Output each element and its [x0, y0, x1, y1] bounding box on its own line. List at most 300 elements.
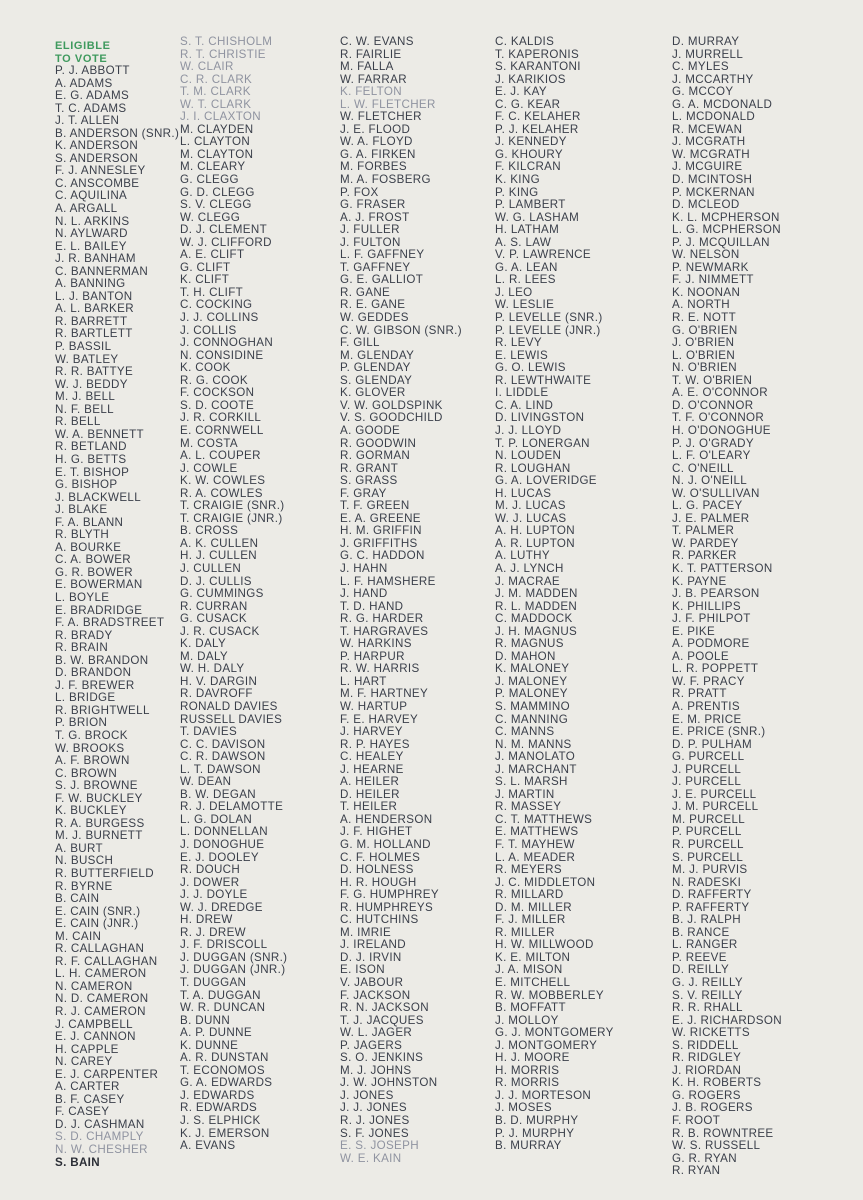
voter-name: C. MANNS [495, 725, 555, 739]
voter-name: J. KENNEDY [495, 135, 567, 149]
voter-name: B. F. CASEY [55, 1092, 125, 1106]
voter-name: K. PAYNE [672, 574, 727, 588]
voter-name: N. BUSCH [55, 854, 114, 868]
voter-name: L. J. BANTON [55, 289, 133, 303]
voter-name: E. G. ADAMS [55, 89, 130, 103]
voter-name: E. BOWERMAN [55, 578, 143, 592]
voter-name: P. GLENDAY [340, 361, 411, 375]
voter-name: R. PARKER [672, 549, 737, 563]
voter-name: E. CAIN (JNR.) [55, 917, 139, 931]
voter-name: C. HEALEY [340, 750, 404, 764]
voter-name: R. FAIRLIE [340, 47, 402, 61]
voter-name: A. GOODE [340, 423, 401, 437]
voter-name: K. W. COWLES [180, 474, 266, 488]
voter-name: G. CLIFT [180, 260, 231, 274]
voter-name: V. JABOUR [340, 976, 404, 990]
voter-name: W. PARDEY [672, 536, 739, 550]
voter-name: H. CAPPLE [55, 1042, 119, 1056]
voter-name: A. PRENTIS [672, 699, 740, 713]
voter-name: J. R. CUSACK [180, 624, 260, 638]
voter-name: S. T. CHISHOLM [180, 35, 273, 48]
voter-name: G. A. MCDONALD [672, 97, 773, 111]
voter-name: S. PURCELL [672, 850, 744, 864]
voter-name: R. MASSEY [495, 800, 562, 814]
voter-name: M. J. BURNETT [55, 829, 143, 843]
voter-name: J. JONES [340, 1088, 394, 1102]
voter-name: G. A. LOVERIDGE [495, 474, 597, 488]
voter-name: E. CAIN (SNR.) [55, 904, 141, 918]
voter-name: RONALD DAVIES [180, 699, 278, 713]
voter-name: R. CALLAGHAN [55, 942, 145, 956]
voter-name: D. REILLY [672, 963, 730, 977]
voter-name: D. MAHON [495, 649, 556, 663]
voter-name: A. R. DUNSTAN [180, 1051, 269, 1065]
voter-name: V. P. LAWRENCE [495, 248, 591, 262]
voter-name: M. F. HARTNEY [340, 687, 429, 701]
voter-name: A. H. LUPTON [495, 524, 576, 538]
voter-name: T. F. O'CONNOR [672, 411, 765, 425]
voter-name: R. W. HARRIS [340, 662, 420, 676]
voter-name: C. KALDIS [495, 35, 555, 48]
voter-name: W. HARKINS [340, 637, 412, 651]
voter-name: G. FRASER [340, 198, 406, 212]
voter-name: D. HOLNESS [340, 863, 414, 877]
voter-name: M. FORBES [340, 160, 407, 174]
voter-name: F. A. BRADSTREET [55, 616, 165, 630]
voter-name: J. O'BRIEN [672, 336, 735, 350]
voter-name: S. D. COOTE [180, 398, 255, 412]
voter-name: H. W. MILLWOOD [495, 938, 594, 952]
voter-name: R. MCEWAN [672, 122, 743, 136]
voter-name: L. BRIDGE [55, 691, 116, 705]
voter-name: A. EVANS [180, 1139, 236, 1153]
voter-name: S. V. REILLY [672, 988, 743, 1002]
voter-name: L. BOYLE [55, 590, 110, 604]
voter-name: J. DUGGAN (JNR.) [180, 963, 286, 977]
voter-name: T. GAFFNEY [340, 260, 411, 274]
voter-name: K. KING [495, 173, 540, 187]
voter-name: K. E. MILTON [495, 950, 571, 964]
voter-name: F. CASEY [55, 1105, 110, 1119]
voter-name: E. S. JOSEPH [340, 1139, 419, 1153]
voter-name: E. MATTHEWS [495, 825, 579, 839]
voter-name: K. T. PATTERSON [672, 561, 773, 575]
voter-name: P. J. MURPHY [495, 1126, 575, 1140]
voter-name: T. CRAIGIE (JNR.) [180, 511, 283, 525]
voter-name: D. RAFFERTY [672, 888, 752, 902]
voter-name: T. HEILER [340, 800, 398, 814]
voter-name: N. F. BELL [55, 402, 114, 416]
voter-name: G. R. RYAN [672, 1151, 737, 1165]
voter-name: J. J. JONES [340, 1101, 407, 1115]
voter-name: G. CUMMINGS [180, 587, 264, 601]
voter-name: W. LESLIE [495, 298, 555, 312]
voter-name: E. ISON [340, 963, 385, 977]
eligible-heading [55, 40, 179, 65]
voter-name: P. MCKERNAN [672, 185, 755, 199]
voter-name: W. S. RUSSELL [672, 1139, 761, 1153]
voter-name: C. BANNERMAN [55, 264, 149, 278]
name-column-2 [180, 36, 287, 1153]
voter-name: R. J. DREW [180, 925, 246, 939]
voter-name: F. C. KELAHER [495, 110, 581, 124]
voter-name: R. BYRNE [55, 879, 113, 893]
voter-name: W. F. PRACY [672, 674, 745, 688]
voter-name: A. L. COUPER [180, 449, 261, 463]
voter-name: R. BLYTH [55, 528, 110, 542]
voter-name: C. COCKING [180, 298, 253, 312]
voter-name: P. BRION [55, 716, 108, 730]
voter-name: G. O'BRIEN [672, 323, 738, 337]
voter-name: N. W. CHESHER [55, 1143, 148, 1157]
voter-name: J. PURCELL [672, 775, 742, 789]
voter-name: C. F. HOLMES [340, 850, 421, 864]
voter-name: A. BANNING [55, 277, 126, 291]
name-column-3 [340, 36, 462, 1165]
voter-name: H. R. HOUGH [340, 875, 417, 889]
voter-name: J. B. ROGERS [672, 1101, 753, 1115]
voter-name: L. A. MEADER [495, 850, 576, 864]
voter-name: J. COLLIS [180, 323, 237, 337]
voter-name: E. MITCHELL [495, 976, 571, 990]
voter-name: J. A. MISON [495, 963, 563, 977]
voter-name: T. H. CLIFT [180, 285, 244, 299]
voter-name: T. ECONOMOS [180, 1063, 266, 1077]
voter-name: J. MALONEY [495, 674, 568, 688]
voter-name: S. V. CLEGG [180, 198, 252, 212]
voter-name: S. GRASS [340, 474, 398, 488]
voter-name: R. LEVY [495, 336, 542, 350]
voter-name: C. A. LIND [495, 398, 554, 412]
voter-name: B. RANCE [672, 925, 730, 939]
voter-name: R. BARTLETT [55, 327, 133, 341]
voter-name: G. J. REILLY [672, 976, 743, 990]
voter-name: W. DEAN [180, 775, 232, 789]
voter-name: C. AQUILINA [55, 189, 128, 203]
voter-name: S. J. BROWNE [55, 779, 138, 793]
voter-name: N. CONSIDINE [180, 348, 264, 362]
voter-name: N. J. O'NEILL [672, 474, 748, 488]
voter-name: F. ROOT [672, 1114, 721, 1128]
voter-name: A. BOURKE [55, 540, 122, 554]
voter-name: J. T. ALLEN [55, 114, 120, 128]
voter-name: D. MCINTOSH [672, 173, 753, 187]
voter-name: M. FALLA [340, 60, 394, 74]
voter-name: G. MCCOY [672, 85, 734, 99]
voter-name: D. MCLEOD [672, 198, 740, 212]
voter-name: W. MCGRATH [672, 147, 750, 161]
voter-name: R. E. NOTT [672, 311, 737, 325]
voter-name: J. KARIKIOS [495, 72, 566, 86]
voter-name: T. F. GREEN [340, 499, 410, 513]
voter-name: R. MILLER [495, 925, 555, 939]
voter-name: B. D. MURPHY [495, 1114, 579, 1128]
voter-name: P. BASSIL [55, 340, 112, 354]
voter-name: N. CAMERON [55, 979, 133, 993]
voter-name: W. BATLEY [55, 352, 119, 366]
voter-name: F. J. NIMMETT [672, 273, 754, 287]
voter-name: M. PURCELL [672, 812, 746, 826]
voter-name: G. CLEGG [180, 173, 239, 187]
voter-name: J. MCCARTHY [672, 72, 754, 86]
voter-name: K. CLIFT [180, 273, 230, 287]
voter-name: L. T. DAWSON [180, 762, 261, 776]
voter-name: J. C. MIDDLETON [495, 875, 596, 889]
voter-name: D. J. IRVIN [340, 950, 402, 964]
voter-name: R. BETLAND [55, 440, 127, 454]
voter-name: A. ADAMS [55, 76, 113, 90]
voter-name: L. G. PACEY [672, 499, 743, 513]
voter-name: A. S. LAW [495, 235, 552, 249]
voter-name: N. AYLWARD [55, 227, 128, 241]
voter-name: W. BROOKS [55, 741, 125, 755]
voter-name: F. KILCRAN [495, 160, 561, 174]
voter-name: W. L. JAGER [340, 1026, 413, 1040]
voter-name: J. HEARNE [340, 762, 404, 776]
voter-name: R. R. RHALL [672, 1001, 743, 1015]
voter-name: R. GORMAN [340, 449, 411, 463]
voter-name: B. J. RALPH [672, 913, 741, 927]
voter-name: E. A. GREENE [340, 511, 421, 525]
voter-name: K. ANDERSON [55, 139, 139, 153]
voter-name: C. O'NEILL [672, 461, 734, 475]
voter-name: R. LEWTHWAITE [495, 373, 592, 387]
voter-name: A. HENDERSON [340, 812, 433, 826]
voter-name: T. A. DUGGAN [180, 988, 261, 1002]
voter-name: P. NEWMARK [672, 260, 749, 274]
voter-name: J. FULTON [340, 235, 401, 249]
voter-name: L. R. POPPETT [672, 662, 759, 676]
voter-name: L. H. CAMERON [55, 967, 147, 981]
voter-name: A. ARGALL [55, 202, 118, 216]
voter-name: P. HARPUR [340, 649, 405, 663]
voter-name: M. CAIN [55, 929, 102, 943]
voter-name: W. HARTUP [340, 699, 408, 713]
voter-name: R. PURCELL [672, 838, 744, 851]
voter-name: J. F. DRISCOLL [180, 938, 268, 952]
voter-name: J. J. MORTESON [495, 1088, 592, 1102]
voter-name: N. D. CAMERON [55, 992, 149, 1006]
voter-name: D. J. CASHMAN [55, 1117, 145, 1131]
voter-name: N. CAREY [55, 1055, 113, 1069]
voter-name: R. J. JONES [340, 1114, 410, 1128]
voter-name: F. E. HARVEY [340, 712, 419, 726]
voter-name: J. MARTIN [495, 787, 555, 801]
voter-name: N. LOUDEN [495, 449, 562, 463]
voter-name: E. T. BISHOP [55, 465, 130, 479]
voter-name: R. A. BURGESS [55, 816, 145, 830]
voter-name: W. FLETCHER [340, 110, 422, 124]
voter-name: G. A. LEAN [495, 260, 558, 274]
voter-name: G. M. HOLLAND [340, 838, 431, 851]
voter-name: M. DALY [180, 649, 228, 663]
voter-name: J. GRIFFITHS [340, 536, 418, 550]
voter-name: E. J. CARPENTER [55, 1067, 159, 1081]
voter-name: B. W. BRANDON [55, 653, 149, 667]
voter-name: W. T. CLARK [180, 97, 252, 111]
voter-name: E. J. DOOLEY [180, 850, 259, 864]
voter-name: J. MCGUIRE [672, 160, 743, 174]
voter-name: W. J. BEDDY [55, 377, 128, 391]
voter-name: P. FOX [340, 185, 379, 199]
voter-name: S. ANDERSON [55, 151, 139, 165]
voter-name: G. PURCELL [672, 750, 745, 764]
voter-name: S. F. JONES [340, 1126, 409, 1140]
voter-name: G. BISHOP [55, 478, 118, 492]
voter-name: G. KHOURY [495, 147, 564, 161]
voter-name: T. CRAIGIE (SNR.) [180, 499, 285, 513]
voter-name: M. CLEARY [180, 160, 246, 174]
voter-name: J. MACRAE [495, 574, 560, 588]
voter-name: R. DAVROFF [180, 687, 253, 701]
voter-name: M. CLAYTON [180, 147, 254, 161]
voter-name: A. E. O'CONNOR [672, 386, 769, 400]
voter-name: R. J. DELAMOTTE [180, 800, 284, 814]
voter-name: W. R. DUNCAN [180, 1001, 266, 1015]
voter-name: L. CLAYTON [180, 135, 251, 149]
voter-name: J. FULLER [340, 223, 400, 237]
name-column-5 [672, 36, 782, 1178]
voter-name: D. J. CULLIS [180, 574, 252, 588]
voter-name: N. RADESKI [672, 875, 742, 889]
voter-name: H. MORRIS [495, 1063, 560, 1077]
voter-name: P. MALONEY [495, 687, 568, 701]
voter-name: T. PALMER [672, 524, 735, 538]
voter-name: M. GLENDAY [340, 348, 415, 362]
voter-name: W. J. LUCAS [495, 511, 567, 525]
voter-name: T. D. HAND [340, 599, 404, 613]
voter-name: E. BRADRIDGE [55, 603, 143, 617]
voter-name: A. L. BARKER [55, 302, 134, 316]
voter-name: J. CAMPBELL [55, 1017, 133, 1031]
voter-name: N. O'BRIEN [672, 361, 737, 375]
voter-name: J. MONTGOMERY [495, 1038, 598, 1052]
voter-name: J. J. COLLINS [180, 311, 259, 325]
voter-name: H. J. CULLEN [180, 549, 258, 563]
voter-name: P. LEVELLE (JNR.) [495, 323, 601, 337]
voter-name: G. ROGERS [672, 1088, 741, 1102]
voter-name: L. DONNELLAN [180, 825, 268, 839]
voter-name: H. DREW [180, 913, 233, 927]
voter-name: F. J. MILLER [495, 913, 566, 927]
voter-name: F. T. MAYHEW [495, 838, 575, 851]
voter-name: F. A. BLANN [55, 515, 124, 529]
voter-name: E. CORNWELL [180, 423, 264, 437]
voter-name: F. J. ANNESLEY [55, 164, 146, 178]
voter-name: R. B. ROWNTREE [672, 1126, 774, 1140]
voter-name: H. G. BETTS [55, 452, 127, 466]
voter-name: T. KAPERONIS [495, 47, 580, 61]
voter-name: M. J. JOHNS [340, 1063, 412, 1077]
voter-name: M. J. LUCAS [495, 499, 566, 513]
voter-name: J. BLACKWELL [55, 490, 142, 504]
voter-name: J. B. PEARSON [672, 587, 760, 601]
voter-name: J. I. CLAXTON [180, 110, 262, 124]
voter-name: F. JACKSON [340, 988, 411, 1002]
voter-name: B. CAIN [55, 892, 100, 906]
voter-name: R. CURRAN [180, 599, 248, 613]
voter-name: A. POOLE [672, 649, 729, 663]
voter-name: A. P. DUNNE [180, 1026, 252, 1040]
voter-name: H. J. MOORE [495, 1051, 570, 1065]
voter-name: C. C. DAVISON [180, 737, 266, 751]
voter-name: S. GLENDAY [340, 373, 413, 387]
voter-name: R. W. MOBBERLEY [495, 988, 604, 1002]
voter-name: A. E. CLIFT [180, 248, 245, 262]
voter-name: B. MOFFATT [495, 1001, 566, 1015]
voter-name: J. IRELAND [340, 938, 406, 952]
voter-name: R. BUTTERFIELD [55, 867, 154, 880]
voter-name: R. T. CHRISTIE [180, 47, 266, 61]
voter-name: M. CLAYDEN [180, 122, 254, 136]
voter-name: L. G. MCPHERSON [672, 223, 781, 237]
voter-name: L. W. FLETCHER [340, 97, 436, 111]
voter-name: W. J. DREDGE [180, 900, 263, 914]
voter-name: C. R. CLARK [180, 72, 253, 86]
voter-name: J. HARVEY [340, 725, 403, 739]
voter-name: S. KARANTONI [495, 60, 581, 74]
voter-name: C. A. BOWER [55, 553, 131, 567]
voter-name: L. F. O'LEARY [672, 449, 751, 463]
voter-name: G. C. HADDON [340, 549, 425, 563]
voter-name: J. MOSES [495, 1101, 552, 1115]
voter-name: J. W. JOHNSTON [340, 1076, 438, 1090]
voter-name: E. L. BAILEY [55, 239, 127, 253]
voter-name: C. BROWN [55, 766, 118, 780]
voter-name: D. O'CONNOR [672, 398, 754, 412]
voter-name: R. P. HAYES [340, 737, 410, 751]
voter-name: V. W. GOLDSPINK [340, 398, 443, 412]
voter-name: A. J. FROST [340, 210, 410, 224]
voter-name: M. A. FOSBERG [340, 173, 431, 187]
voter-name: A. F. BROWN [55, 754, 130, 768]
voter-name: C. ANSCOMBE [55, 176, 140, 190]
voter-name: F. GRAY [340, 486, 387, 500]
voter-name: W. E. KAIN [340, 1151, 402, 1165]
voter-name: B. ANDERSON (SNR.) [55, 126, 180, 140]
voter-name: T. HARGRAVES [340, 624, 429, 638]
voter-name: B. CROSS [180, 524, 239, 538]
voter-name: E. PIKE [672, 624, 716, 638]
voter-name: K. GLOVER [340, 386, 406, 400]
voter-name: C. G. KEAR [495, 97, 561, 111]
voter-name: K. COOK [180, 361, 231, 375]
voter-name: R. PRATT [672, 687, 727, 701]
voter-name: R. E. GANE [340, 298, 406, 312]
voter-name: P. J. ABBOTT [55, 64, 130, 77]
voter-name: A. NORTH [672, 298, 730, 312]
voter-name: K. MALONEY [495, 662, 570, 676]
voter-name: J. M. MADDEN [495, 587, 578, 601]
voter-name: W. O'SULLIVAN [672, 486, 760, 500]
voter-name: G. D. CLEGG [180, 185, 255, 199]
voter-name: D. P. PULHAM [672, 737, 753, 751]
voter-name: W. A. BENNETT [55, 427, 144, 441]
voter-name: R. GOODWIN [340, 436, 417, 450]
voter-name: P. J. O'GRADY [672, 436, 754, 450]
voter-name: F. G. HUMPHREY [340, 888, 439, 902]
voter-name: J. DONOGHUE [180, 838, 265, 851]
voter-name: J. R. BANHAM [55, 252, 136, 266]
voter-name: P. REEVE [672, 950, 727, 964]
voter-name: J. CULLEN [180, 561, 242, 575]
voter-name: J. EDWARDS [180, 1088, 255, 1102]
voter-name: M. J. PURVIS [672, 863, 748, 877]
voter-name: D. MURRAY [672, 35, 740, 48]
voter-name: K. H. ROBERTS [672, 1076, 762, 1090]
voter-name: W. NELSON [672, 248, 740, 262]
voter-name: T. M. CLARK [180, 85, 251, 99]
